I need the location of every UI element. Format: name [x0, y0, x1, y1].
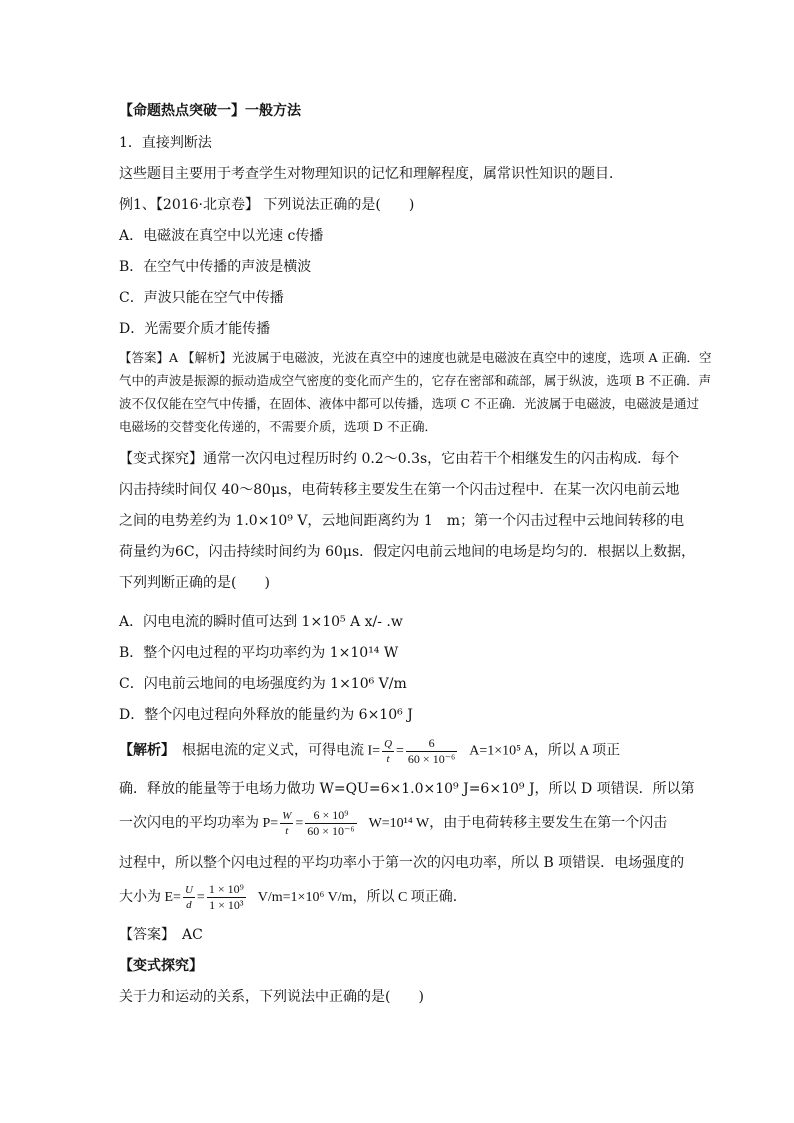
example1-answer-line: 【答案】A 【解析】光波属于电磁波，光波在真空中的速度也就是电磁波在真空中的速度，选项 A 正确．空 — [119, 350, 712, 365]
analysis-label: 【解析】 — [119, 743, 168, 759]
example1-option-d: D．光需要介质才能传播 — [119, 321, 271, 337]
analysis-text: 一次闪电的平均功率为 P= — [119, 816, 279, 831]
fraction-q-over-t — [382, 737, 394, 766]
example1-answer-line: 电磁场的交替变化传递的，不需要介质，选项 D 不正确． — [119, 419, 437, 434]
variant1-line: 之间的电势差约为 1.0×10⁹ V，云地间距离约为 1 m；第一个闪击过程中云地间转移的电 — [119, 513, 685, 529]
fraction-numerator: Q — [384, 738, 393, 750]
method-title: 1．直接判断法 — [119, 135, 212, 151]
variant1-option-c: C．闪电前云地间的电场强度约为 1×10⁶ V/m — [119, 676, 407, 692]
fraction-numerator: W — [282, 810, 292, 823]
heading-rest: 一般方法 — [245, 103, 301, 119]
variant1-option-a: A．闪电电流的瞬时值可达到 1×10⁵ A x/- .w — [119, 614, 403, 630]
variant1-line: 闪击持续时间仅 40～80μs，电荷转移主要发生在第一个闪击过程中．在某一次闪电前云地 — [119, 482, 680, 498]
analysis-line-1 — [119, 736, 620, 767]
section-heading — [119, 101, 301, 121]
variant1-option-b: B．整个闪电过程的平均功率约为 1×10¹⁴ W — [119, 645, 399, 661]
intro-paragraph: 这些题目主要用于考查学生对物理知识的记忆和理解程度，属常识性知识的题目． — [119, 166, 623, 182]
variant1-line: 【变式探究】通常一次闪电过程历时约 0.2～0.3s，它由若干个相继发生的闪击构成．每个 — [119, 451, 680, 467]
fraction-denominator: 60 × 10⁻⁶ — [407, 752, 456, 766]
example1-option-c: C．声波只能在空气中传播 — [119, 290, 284, 306]
analysis-line-2: 确．释放的能量等于电场力做功 W=QU=6×1.0×10⁹ J=6×10⁹ J，所以 D 项错误．所以第 — [119, 781, 695, 797]
example1-option-b: B．在空气中传播的声波是横波 — [119, 259, 312, 275]
variant2-label: 【变式探究】 — [119, 958, 203, 974]
equals-sign: = — [295, 816, 304, 831]
example1-option-a: A．电磁波在真空中以光速 c传播 — [119, 228, 324, 244]
analysis-line-5 — [119, 881, 467, 915]
fraction-w-over-t — [280, 809, 293, 838]
fraction-denominator: d — [186, 899, 192, 912]
equals-sign: = — [196, 890, 205, 905]
fraction-power-value — [305, 808, 356, 839]
fraction-u-over-d — [183, 883, 195, 912]
equals-sign: = — [396, 743, 404, 759]
fraction-denominator: t — [285, 825, 289, 838]
variant2-question: 关于力和运动的关系，下列说法中正确的是( ) — [119, 989, 424, 1005]
example1-answer-line: 气中的声波是振源的振动造成空气密度的变化而产生的，它存在密部和疏部，属于纵波，选项 B 不正确．声 — [119, 373, 712, 388]
fraction-denominator: 60 × 10⁻⁶ — [307, 824, 355, 839]
fraction-numerator: U — [184, 884, 193, 897]
fraction-numerator: 6 × 10⁹ — [305, 808, 356, 824]
example1-answer-line: 波不仅仅能在空气中传播，在固体、液体中都可以传播，选项 C 不正确．光波属于电磁波，电磁波是通过 — [119, 396, 700, 411]
fraction-numerator: 1 × 10⁹ — [208, 882, 244, 897]
answer-line: 【答案】 AC — [119, 927, 203, 943]
heading-bracket: 【命题热点突破一】 — [119, 103, 245, 119]
fraction-denominator: t — [386, 753, 390, 765]
analysis-text: V/m=1×10⁶ V/m，所以 C 项正确． — [257, 890, 467, 905]
fraction-field-value — [207, 882, 246, 913]
analysis-line-4: 过程中，所以整个闪电过程的平均功率小于第一次的闪电功率，所以 B 项错误．电场强度的 — [119, 855, 685, 871]
analysis-text: 根据电流的定义式，可得电流 I= — [168, 743, 381, 759]
fraction-numerator: 6 — [406, 736, 457, 752]
analysis-text: A=1×10⁵ A，所以 A 项正 — [469, 743, 621, 759]
variant1-line: 下列判断正确的是( ) — [119, 575, 270, 591]
variant1-option-d: D．整个闪电过程向外释放的能量约为 6×10⁶ J — [119, 707, 413, 723]
analysis-line-3 — [119, 807, 667, 841]
example1-stem: 例1、【2016·北京卷】 下列说法正确的是( ) — [119, 197, 415, 213]
variant1-line: 荷量约为6C，闪击持续时间约为 60μs．假定闪电前云地间的电场是均匀的．根据以上数据， — [119, 544, 696, 560]
fraction-current-value — [406, 736, 457, 767]
analysis-text: 大小为 E= — [119, 890, 181, 905]
analysis-text: W=10¹⁴ W，由于电荷转移主要发生在第一个闪击 — [368, 816, 668, 831]
fraction-denominator: 1 × 10³ — [209, 898, 244, 913]
